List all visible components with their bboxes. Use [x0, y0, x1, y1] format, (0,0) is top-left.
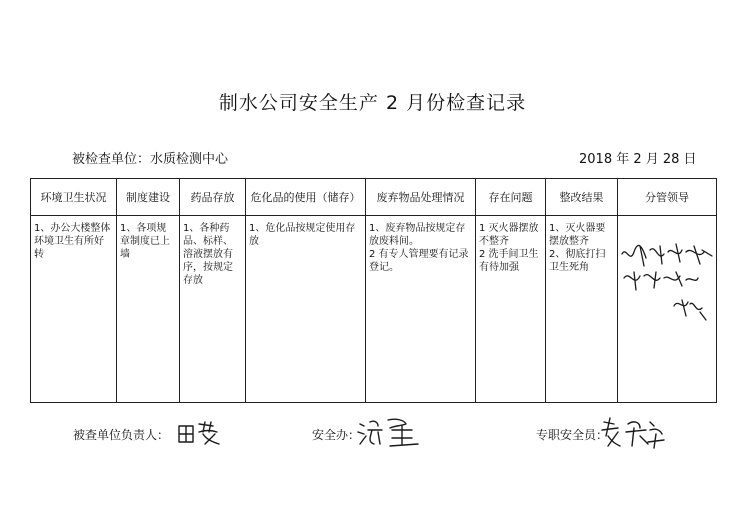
cell-rectification: 1、灭火器要摆放整齐 2、彻底打扫卫生死角 — [546, 216, 618, 403]
cell-problems: 1 灭火器摆放不整齐 2 洗手间卫生有待加强 — [476, 216, 546, 403]
responsible-signature — [175, 418, 225, 448]
header-rectification: 整改结果 — [546, 179, 618, 216]
header-leader: 分管领导 — [618, 179, 717, 216]
inspected-unit — [72, 148, 228, 167]
table-header-row — [31, 179, 717, 216]
safety-officer-label: 专职安全员： — [536, 428, 609, 442]
safety-office-signature — [356, 414, 426, 450]
inspected-unit-value: 水质检测中心 — [150, 152, 229, 167]
header-problems: 存在问题 — [476, 179, 546, 216]
cell-leader — [618, 216, 717, 403]
page-title: 制水公司安全生产 2 月份检查记录 — [218, 92, 527, 114]
cell-environment: 1、办公大楼整体环境卫生有所好转 — [31, 216, 117, 403]
inspected-unit-label: 被检查单位： — [72, 152, 151, 167]
cell-hazardous-use: 1、危化品按规定使用存放 — [246, 216, 366, 403]
header-system: 制度建设 — [117, 179, 180, 216]
header-environment: 环境卫生状况 — [31, 179, 117, 216]
header-chemicals-storage: 药品存放 — [180, 179, 246, 216]
responsible-signature-field — [73, 426, 169, 443]
safety-officer-signature — [600, 414, 670, 450]
header-waste-handling: 废弃物品处理情况 — [366, 179, 476, 216]
cell-system: 1、各项规章制度已上墙 — [117, 216, 180, 403]
leader-signature — [618, 216, 717, 336]
safety-office-label: 安全办： — [312, 428, 361, 442]
table-row — [31, 216, 717, 403]
safety-office-signature-field — [312, 426, 360, 443]
inspection-table — [30, 178, 717, 403]
responsible-label: 被查单位负责人： — [73, 428, 170, 442]
record-date: 2018 年 2 月 28 日 — [579, 152, 697, 167]
cell-chemicals-storage: 1、各种药品、标样、溶液摆放有序，按规定存放 — [180, 216, 246, 403]
safety-officer-signature-field — [536, 426, 608, 443]
cell-waste-handling: 1、废弃物品按规定存放废料间。 2 有专人管理要有记录登记。 — [366, 216, 476, 403]
header-hazardous-use: 危化品的使用（储存） — [246, 179, 366, 216]
